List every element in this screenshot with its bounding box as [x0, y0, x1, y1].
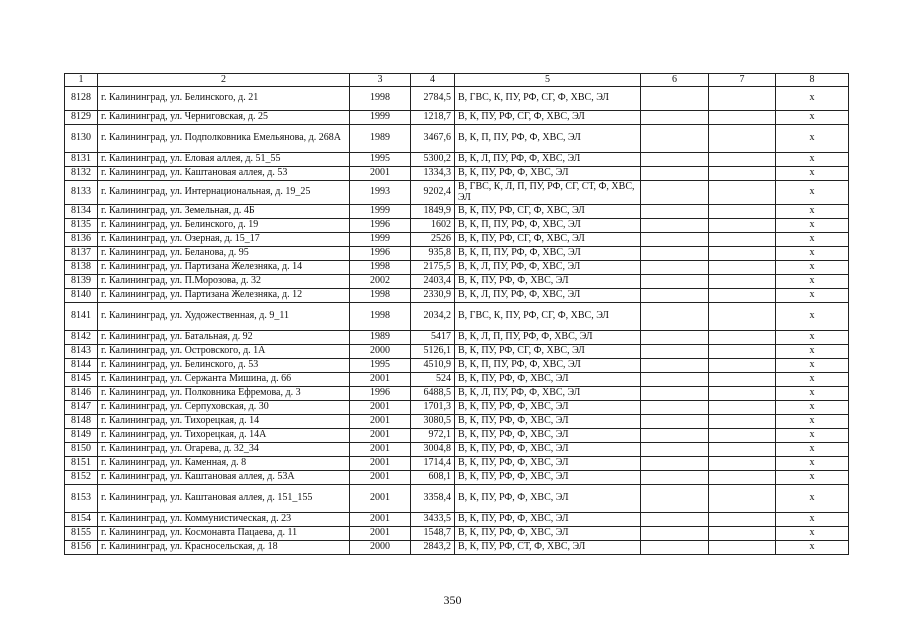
row-year: 1995 — [350, 153, 411, 167]
column-header: 6 — [641, 74, 709, 87]
housing-register-table — [64, 73, 849, 555]
row-area: 1334,3 — [411, 167, 455, 181]
table-row — [65, 387, 849, 401]
row-address: г. Калининград, ул. Красносельская, д. 18 — [98, 541, 350, 555]
row-area: 2330,9 — [411, 289, 455, 303]
row-area: 4510,9 — [411, 359, 455, 373]
row-address: г. Калининград, ул. Тихорецкая, д. 14 — [98, 415, 350, 429]
row-address: г. Калининград, ул. Земельная, д. 4Б — [98, 205, 350, 219]
row-number: 8155 — [65, 527, 98, 541]
row-year: 2001 — [350, 373, 411, 387]
row-mark: х — [776, 275, 849, 289]
row-col6 — [641, 111, 709, 125]
row-mark: х — [776, 527, 849, 541]
table-row — [65, 513, 849, 527]
row-year: 1998 — [350, 261, 411, 275]
row-address: г. Калининград, ул. Полковника Ефремова, д. 3 — [98, 387, 350, 401]
row-number: 8137 — [65, 247, 98, 261]
column-header: 3 — [350, 74, 411, 87]
table-row — [65, 87, 849, 111]
row-col6 — [641, 345, 709, 359]
row-year: 1998 — [350, 303, 411, 331]
table-row — [65, 527, 849, 541]
row-mark: х — [776, 153, 849, 167]
row-systems: В, К, П, ПУ, РФ, Ф, ХВС, ЭЛ — [455, 125, 641, 153]
table-row — [65, 541, 849, 555]
row-mark: х — [776, 541, 849, 555]
row-systems: В, К, ПУ, РФ, СГ, Ф, ХВС, ЭЛ — [455, 345, 641, 359]
row-number: 8152 — [65, 471, 98, 485]
row-col7 — [709, 87, 776, 111]
row-systems: В, К, ПУ, РФ, СГ, Ф, ХВС, ЭЛ — [455, 205, 641, 219]
row-col6 — [641, 457, 709, 471]
row-col7 — [709, 429, 776, 443]
row-systems: В, К, Л, ПУ, РФ, Ф, ХВС, ЭЛ — [455, 387, 641, 401]
row-area: 6488,5 — [411, 387, 455, 401]
row-systems: В, К, Л, ПУ, РФ, Ф, ХВС, ЭЛ — [455, 153, 641, 167]
row-number: 8138 — [65, 261, 98, 275]
row-address: г. Калининград, ул. Сержанта Мишина, д. 66 — [98, 373, 350, 387]
row-address: г. Калининград, ул. Каменная, д. 8 — [98, 457, 350, 471]
row-systems: В, К, ПУ, РФ, Ф, ХВС, ЭЛ — [455, 401, 641, 415]
row-mark: х — [776, 429, 849, 443]
row-col6 — [641, 275, 709, 289]
table-row — [65, 443, 849, 457]
row-systems: В, К, П, ПУ, РФ, Ф, ХВС, ЭЛ — [455, 247, 641, 261]
row-systems: В, К, ПУ, РФ, Ф, ХВС, ЭЛ — [455, 415, 641, 429]
row-col7 — [709, 345, 776, 359]
row-col7 — [709, 331, 776, 345]
row-systems: В, ГВС, К, ПУ, РФ, СГ, Ф, ХВС, ЭЛ — [455, 87, 641, 111]
row-col7 — [709, 387, 776, 401]
row-year: 1998 — [350, 289, 411, 303]
row-col7 — [709, 275, 776, 289]
row-address: г. Калининград, ул. Озерная, д. 15_17 — [98, 233, 350, 247]
row-year: 1999 — [350, 233, 411, 247]
row-number: 8145 — [65, 373, 98, 387]
row-col6 — [641, 373, 709, 387]
row-address: г. Калининград, ул. Белинского, д. 53 — [98, 359, 350, 373]
row-year: 2000 — [350, 345, 411, 359]
table-row — [65, 219, 849, 233]
row-area: 5417 — [411, 331, 455, 345]
row-address: г. Калининград, ул. Партизана Железняка, д. 14 — [98, 261, 350, 275]
row-year: 1999 — [350, 205, 411, 219]
row-mark: х — [776, 415, 849, 429]
row-address: г. Калининград, ул. Художественная, д. 9_11 — [98, 303, 350, 331]
row-number: 8132 — [65, 167, 98, 181]
row-year: 2001 — [350, 513, 411, 527]
row-address: г. Калининград, ул. Беланова, д. 95 — [98, 247, 350, 261]
row-address: г. Калининград, ул. Белинского, д. 21 — [98, 87, 350, 111]
row-mark: х — [776, 247, 849, 261]
row-address: г. Калининград, ул. Коммунистическая, д. 23 — [98, 513, 350, 527]
row-number: 8150 — [65, 443, 98, 457]
table-row — [65, 331, 849, 345]
row-col6 — [641, 415, 709, 429]
row-number: 8144 — [65, 359, 98, 373]
row-col7 — [709, 261, 776, 275]
row-systems: В, К, ПУ, РФ, СГ, Ф, ХВС, ЭЛ — [455, 233, 641, 247]
row-address: г. Калининград, ул. Космонавта Пацаева, д. 11 — [98, 527, 350, 541]
row-area: 2034,2 — [411, 303, 455, 331]
table-row — [65, 153, 849, 167]
row-mark: х — [776, 401, 849, 415]
row-number: 8156 — [65, 541, 98, 555]
row-systems: В, К, ПУ, РФ, СГ, Ф, ХВС, ЭЛ — [455, 111, 641, 125]
table-row — [65, 233, 849, 247]
row-mark: х — [776, 457, 849, 471]
row-number: 8140 — [65, 289, 98, 303]
row-col7 — [709, 111, 776, 125]
row-systems: В, К, Л, ПУ, РФ, Ф, ХВС, ЭЛ — [455, 289, 641, 303]
row-mark: х — [776, 205, 849, 219]
row-mark: х — [776, 373, 849, 387]
row-systems: В, К, Л, П, ПУ, РФ, Ф, ХВС, ЭЛ — [455, 331, 641, 345]
row-year: 2001 — [350, 485, 411, 513]
row-mark: х — [776, 261, 849, 275]
table-row — [65, 401, 849, 415]
row-number: 8148 — [65, 415, 98, 429]
table-row — [65, 111, 849, 125]
row-col6 — [641, 485, 709, 513]
table-row — [65, 303, 849, 331]
row-mark: х — [776, 443, 849, 457]
row-mark: х — [776, 513, 849, 527]
row-year: 2001 — [350, 167, 411, 181]
row-col6 — [641, 205, 709, 219]
row-number: 8149 — [65, 429, 98, 443]
row-col7 — [709, 513, 776, 527]
row-col7 — [709, 373, 776, 387]
table-row — [65, 289, 849, 303]
row-col7 — [709, 233, 776, 247]
table-row — [65, 373, 849, 387]
row-address: г. Калининград, ул. Тихорецкая, д. 14А — [98, 429, 350, 443]
row-col7 — [709, 125, 776, 153]
row-col7 — [709, 219, 776, 233]
row-mark: х — [776, 87, 849, 111]
row-area: 5126,1 — [411, 345, 455, 359]
row-col6 — [641, 153, 709, 167]
row-number: 8128 — [65, 87, 98, 111]
table-row — [65, 261, 849, 275]
row-address: г. Калининград, ул. Серпуховская, д. 30 — [98, 401, 350, 415]
row-address: г. Калининград, ул. Батальная, д. 92 — [98, 331, 350, 345]
row-area: 3467,6 — [411, 125, 455, 153]
row-number: 8147 — [65, 401, 98, 415]
row-area: 524 — [411, 373, 455, 387]
row-systems: В, К, ПУ, РФ, Ф, ХВС, ЭЛ — [455, 443, 641, 457]
row-year: 1996 — [350, 247, 411, 261]
row-systems: В, К, ПУ, РФ, Ф, ХВС, ЭЛ — [455, 373, 641, 387]
row-number: 8134 — [65, 205, 98, 219]
row-number: 8154 — [65, 513, 98, 527]
row-year: 1989 — [350, 331, 411, 345]
row-col6 — [641, 181, 709, 205]
row-year: 2001 — [350, 443, 411, 457]
row-col6 — [641, 401, 709, 415]
row-number: 8133 — [65, 181, 98, 205]
row-systems: В, К, ПУ, РФ, Ф, ХВС, ЭЛ — [455, 429, 641, 443]
row-col6 — [641, 87, 709, 111]
row-address: г. Калининград, ул. П.Морозова, д. 32 — [98, 275, 350, 289]
column-header: 2 — [98, 74, 350, 87]
row-systems: В, К, ПУ, РФ, Ф, ХВС, ЭЛ — [455, 167, 641, 181]
row-number: 8142 — [65, 331, 98, 345]
table-row — [65, 167, 849, 181]
row-number: 8129 — [65, 111, 98, 125]
row-year: 2001 — [350, 401, 411, 415]
row-area: 3358,4 — [411, 485, 455, 513]
row-year: 2001 — [350, 415, 411, 429]
row-col6 — [641, 527, 709, 541]
table-row — [65, 125, 849, 153]
row-col7 — [709, 457, 776, 471]
row-systems: В, К, ПУ, РФ, Ф, ХВС, ЭЛ — [455, 457, 641, 471]
row-mark: х — [776, 181, 849, 205]
row-address: г. Калининград, ул. Еловая аллея, д. 51_55 — [98, 153, 350, 167]
row-col6 — [641, 387, 709, 401]
row-mark: х — [776, 345, 849, 359]
row-mark: х — [776, 359, 849, 373]
table-row — [65, 275, 849, 289]
row-address: г. Калининград, ул. Каштановая аллея, д. 53А — [98, 471, 350, 485]
row-col6 — [641, 261, 709, 275]
row-col7 — [709, 289, 776, 303]
row-area: 972,1 — [411, 429, 455, 443]
row-mark: х — [776, 485, 849, 513]
row-number: 8136 — [65, 233, 98, 247]
row-year: 2001 — [350, 429, 411, 443]
row-systems: В, К, ПУ, РФ, Ф, ХВС, ЭЛ — [455, 527, 641, 541]
row-year: 1989 — [350, 125, 411, 153]
column-header: 5 — [455, 74, 641, 87]
row-area: 3004,8 — [411, 443, 455, 457]
row-col6 — [641, 233, 709, 247]
row-systems: В, ГВС, К, Л, П, ПУ, РФ, СГ, СТ, Ф, ХВС, ЭЛ — [455, 181, 641, 205]
row-address: г. Калининград, ул. Белинского, д. 19 — [98, 219, 350, 233]
row-area: 2403,4 — [411, 275, 455, 289]
row-address: г. Калининград, ул. Подполковника Емельянова, д. 268А — [98, 125, 350, 153]
row-year: 1999 — [350, 111, 411, 125]
row-systems: В, ГВС, К, ПУ, РФ, СГ, Ф, ХВС, ЭЛ — [455, 303, 641, 331]
column-header: 8 — [776, 74, 849, 87]
row-number: 8143 — [65, 345, 98, 359]
row-systems: В, К, ПУ, РФ, СТ, Ф, ХВС, ЭЛ — [455, 541, 641, 555]
row-year: 2001 — [350, 527, 411, 541]
row-col7 — [709, 401, 776, 415]
row-col6 — [641, 167, 709, 181]
row-address: г. Калининград, ул. Огарева, д. 32_34 — [98, 443, 350, 457]
row-col6 — [641, 513, 709, 527]
row-col7 — [709, 443, 776, 457]
row-systems: В, К, П, ПУ, РФ, Ф, ХВС, ЭЛ — [455, 359, 641, 373]
table-row — [65, 359, 849, 373]
row-col6 — [641, 471, 709, 485]
row-col7 — [709, 303, 776, 331]
row-col6 — [641, 125, 709, 153]
table-body — [65, 87, 849, 555]
row-address: г. Калининград, ул. Партизана Железняка, д. 12 — [98, 289, 350, 303]
row-area: 1849,9 — [411, 205, 455, 219]
row-col7 — [709, 247, 776, 261]
table-row — [65, 181, 849, 205]
table-header-row — [65, 74, 849, 87]
row-number: 8130 — [65, 125, 98, 153]
row-area: 2175,5 — [411, 261, 455, 275]
row-area: 5300,2 — [411, 153, 455, 167]
row-year: 1996 — [350, 387, 411, 401]
column-header: 7 — [709, 74, 776, 87]
row-col7 — [709, 541, 776, 555]
row-address: г. Калининград, ул. Каштановая аллея, д. 53 — [98, 167, 350, 181]
row-mark: х — [776, 471, 849, 485]
row-year: 2001 — [350, 457, 411, 471]
row-number: 8131 — [65, 153, 98, 167]
row-col7 — [709, 181, 776, 205]
row-mark: х — [776, 233, 849, 247]
row-systems: В, К, Л, ПУ, РФ, Ф, ХВС, ЭЛ — [455, 261, 641, 275]
row-mark: х — [776, 167, 849, 181]
row-number: 8151 — [65, 457, 98, 471]
row-address: г. Калининград, ул. Островского, д. 1А — [98, 345, 350, 359]
table-row — [65, 247, 849, 261]
row-col6 — [641, 429, 709, 443]
column-header: 4 — [411, 74, 455, 87]
row-year: 2002 — [350, 275, 411, 289]
column-header: 1 — [65, 74, 98, 87]
row-col7 — [709, 205, 776, 219]
row-systems: В, К, ПУ, РФ, Ф, ХВС, ЭЛ — [455, 513, 641, 527]
row-col6 — [641, 303, 709, 331]
table-row — [65, 457, 849, 471]
row-col6 — [641, 443, 709, 457]
row-address: г. Калининград, ул. Каштановая аллея, д. 151_155 — [98, 485, 350, 513]
row-number: 8135 — [65, 219, 98, 233]
row-area: 935,8 — [411, 247, 455, 261]
row-area: 2784,5 — [411, 87, 455, 111]
row-systems: В, К, ПУ, РФ, Ф, ХВС, ЭЛ — [455, 485, 641, 513]
row-area: 1602 — [411, 219, 455, 233]
row-year: 2001 — [350, 471, 411, 485]
row-col7 — [709, 471, 776, 485]
row-mark: х — [776, 331, 849, 345]
row-year: 1995 — [350, 359, 411, 373]
row-year: 1993 — [350, 181, 411, 205]
row-address: г. Калининград, ул. Интернациональная, д. 19_25 — [98, 181, 350, 205]
row-address: г. Калининград, ул. Черниговская, д. 25 — [98, 111, 350, 125]
row-number: 8146 — [65, 387, 98, 401]
row-mark: х — [776, 111, 849, 125]
row-col6 — [641, 359, 709, 373]
row-col7 — [709, 527, 776, 541]
row-area: 1218,7 — [411, 111, 455, 125]
row-col6 — [641, 247, 709, 261]
row-col6 — [641, 331, 709, 345]
row-mark: х — [776, 289, 849, 303]
row-area: 2526 — [411, 233, 455, 247]
row-mark: х — [776, 125, 849, 153]
row-col6 — [641, 541, 709, 555]
row-systems: В, К, П, ПУ, РФ, Ф, ХВС, ЭЛ — [455, 219, 641, 233]
row-area: 9202,4 — [411, 181, 455, 205]
row-col7 — [709, 359, 776, 373]
table-row — [65, 485, 849, 513]
row-area: 3080,5 — [411, 415, 455, 429]
row-year: 2000 — [350, 541, 411, 555]
table-row — [65, 205, 849, 219]
row-col6 — [641, 219, 709, 233]
row-col7 — [709, 153, 776, 167]
table-row — [65, 415, 849, 429]
row-number: 8153 — [65, 485, 98, 513]
row-mark: х — [776, 219, 849, 233]
row-area: 3433,5 — [411, 513, 455, 527]
table-row — [65, 471, 849, 485]
row-col6 — [641, 289, 709, 303]
row-area: 2843,2 — [411, 541, 455, 555]
table-row — [65, 429, 849, 443]
row-systems: В, К, ПУ, РФ, Ф, ХВС, ЭЛ — [455, 471, 641, 485]
row-year: 1996 — [350, 219, 411, 233]
row-number: 8139 — [65, 275, 98, 289]
row-col7 — [709, 485, 776, 513]
table-row — [65, 345, 849, 359]
row-mark: х — [776, 303, 849, 331]
row-area: 608,1 — [411, 471, 455, 485]
row-col7 — [709, 167, 776, 181]
row-number: 8141 — [65, 303, 98, 331]
row-area: 1701,3 — [411, 401, 455, 415]
row-area: 1714,4 — [411, 457, 455, 471]
row-area: 1548,7 — [411, 527, 455, 541]
row-col7 — [709, 415, 776, 429]
page-number: 350 — [443, 593, 462, 607]
row-systems: В, К, ПУ, РФ, Ф, ХВС, ЭЛ — [455, 275, 641, 289]
row-mark: х — [776, 387, 849, 401]
row-year: 1998 — [350, 87, 411, 111]
